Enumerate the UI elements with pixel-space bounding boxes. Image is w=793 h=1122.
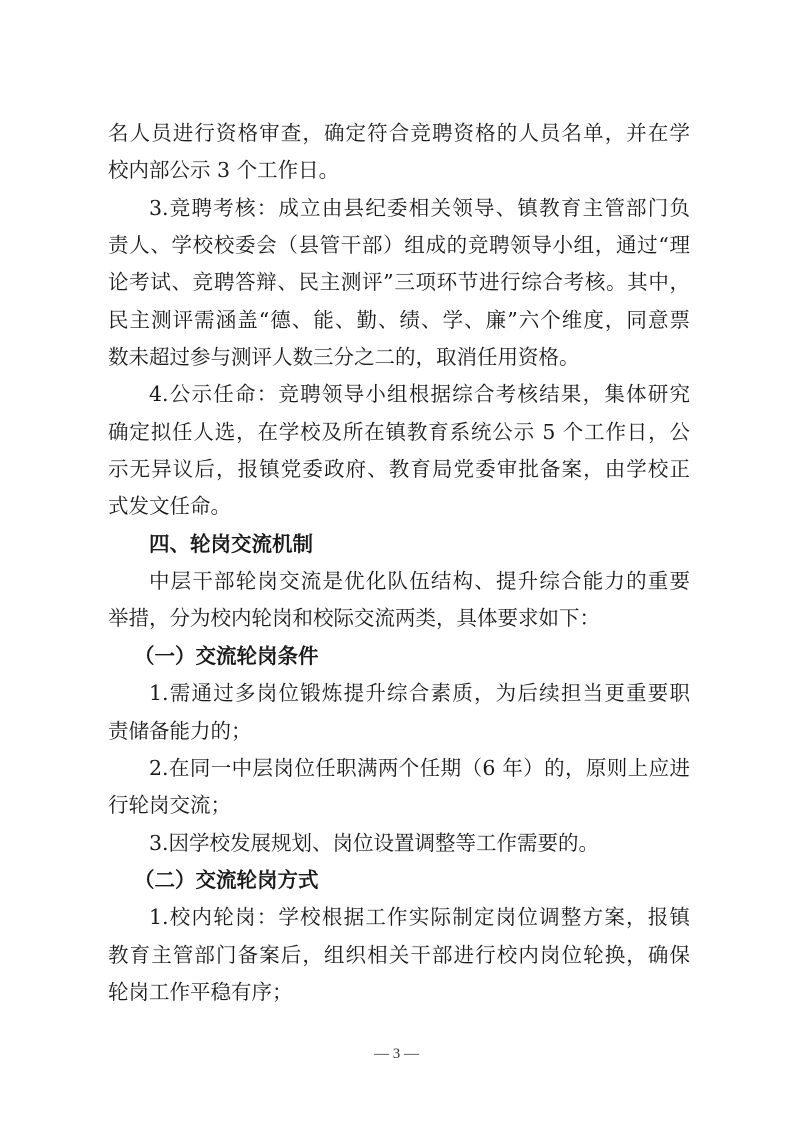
section-heading: 四、轮岗交流机制 — [149, 531, 313, 556]
body-text-line: 名人员进行资格审查，确定符合竞聘资格的人员名单，并在学 — [108, 121, 690, 145]
body-text-line: 式发文任命。 — [108, 494, 231, 519]
body-text-line: 确定拟任人选，在学校及所在镇教育系统公示 5 个工作日，公 — [108, 419, 690, 444]
body-text-line: 3.因学校发展规划、岗位设置调整等工作需要的。 — [149, 830, 600, 855]
body-text-line: 示无异议后，报镇党委政府、教育局党委审批备案，由学校正 — [108, 457, 690, 482]
subsection-heading: （一）交流轮岗条件 — [134, 643, 319, 668]
page-number: — 3 — — [374, 1046, 419, 1062]
subsection-heading: （二）交流轮岗方式 — [134, 867, 319, 892]
document-body — [108, 115, 690, 1011]
body-text-line: 行轮岗交流； — [108, 793, 231, 818]
body-text-line: 责储备能力的； — [108, 718, 252, 743]
body-text-line: 中层干部轮岗交流是优化队伍结构、提升综合能力的重要 — [149, 569, 690, 594]
body-text-line: 1.校内轮岗：学校根据工作实际制定岗位调整方案，报镇 — [149, 905, 690, 930]
body-text-line: 1.需通过多岗位锻炼提升综合素质，为后续担当更重要职 — [149, 681, 690, 706]
body-text-line: 4.公示任命：竞聘领导小组根据综合考核结果，集体研究 — [149, 382, 690, 407]
body-text-line: 民主测评需涵盖“德、能、勤、绩、学、廉”六个维度，同意票 — [108, 307, 690, 332]
body-text-line: 轮岗工作平稳有序； — [108, 979, 293, 1004]
body-text-line: 3.竞聘考核：成立由县纪委相关领导、镇教育主管部门负 — [149, 195, 690, 220]
body-text-line: 2.在同一中层岗位任职满两个任期（6 年）的，原则上应进 — [149, 755, 690, 780]
body-text-line: 论考试、竞聘答辩、民主测评”三项环节进行综合考核。其中， — [108, 270, 690, 295]
body-text-line: 数未超过参与测评人数三分之二的，取消任用资格。 — [108, 345, 580, 370]
body-text-line: 举措，分为校内轮岗和校际交流两类，具体要求如下： — [108, 606, 600, 631]
body-text-line: 责人、学校校委会（县管干部）组成的竞聘领导小组，通过“理 — [108, 233, 690, 258]
body-text-line: 校内部公示 3 个工作日。 — [108, 158, 340, 183]
body-text-line: 教育主管部门备案后，组织相关干部进行校内岗位轮换，确保 — [108, 942, 690, 967]
